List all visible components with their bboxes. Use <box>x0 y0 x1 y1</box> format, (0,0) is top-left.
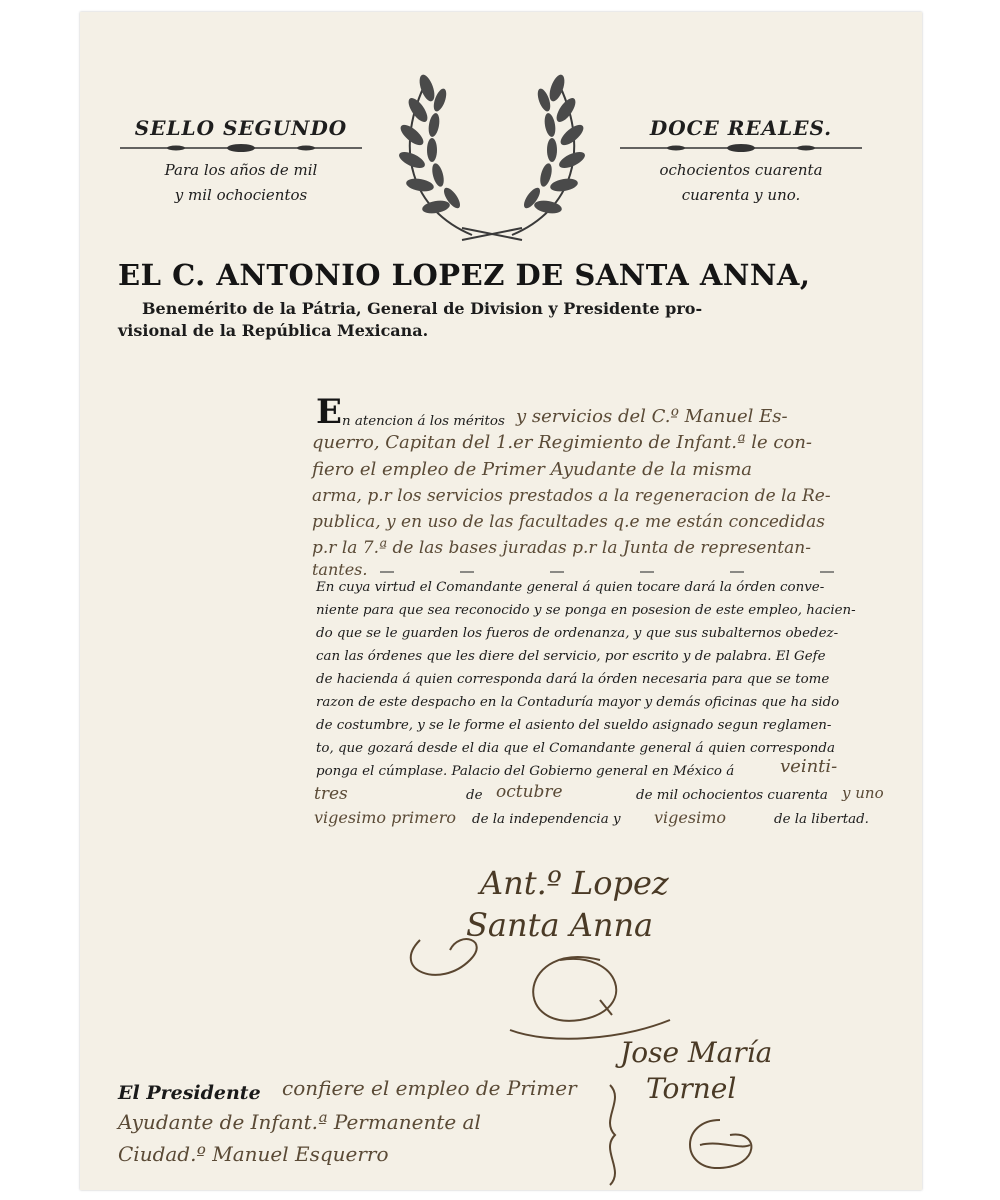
stamp-left-block <box>110 116 372 208</box>
body-line: de hacienda á quien corresponda dará la órden necesaria para que se tome <box>316 672 830 687</box>
independence-hand: vigesimo primero <box>314 808 457 827</box>
handwritten-line-5: publica, y en uso de las facultades q.e me están concedidas <box>312 512 825 532</box>
handwritten-line-3: fiero el empleo de Primer Ayudante de la misma <box>312 459 753 480</box>
stamp-right-line1: ochocientos cuarenta <box>659 161 823 179</box>
handwritten-line-6: p.r la 7.ª de las bases juradas p.r la Junta de representan- <box>312 538 811 558</box>
handwritten-line-1: y servicios del C.º Manuel Es- <box>516 406 788 427</box>
secretary-signature-line1: Jose María <box>620 1036 773 1069</box>
body-line: to, que gozará desde el dia que el Comandante general á quien corresponda <box>316 741 835 756</box>
secretary-rubric-icon <box>660 1110 780 1180</box>
stamp-right-block <box>610 116 872 208</box>
date-printed-year: de mil ochocientos cuarenta <box>636 788 828 803</box>
body-line: ponga el cúmplase. Palacio del Gobierno general en México á <box>316 764 735 779</box>
body-line: razon de este despacho en la Contaduría mayor y demás oficinas que ha sido <box>316 695 840 710</box>
liberty-hand: vigesimo <box>654 808 726 827</box>
body-line: En cuya virtud el Comandante general á quien tocare dará la órden conve- <box>316 580 825 595</box>
issuer-title-line2: visional de la República Mexicana. <box>118 321 429 340</box>
laurel-wreath-icon <box>372 60 612 250</box>
signature-flourish-icon <box>400 920 680 1050</box>
stamp-left-line1: Para los años de mil <box>164 161 318 179</box>
body-line: do que se le guarden los fueros de ordenanza, y que sus subalternos obedez- <box>316 626 839 641</box>
flourish-right-icon <box>616 142 866 154</box>
preamble-printed-start: n atencion á los méritos <box>342 414 505 429</box>
footer-brace-icon <box>590 1080 640 1190</box>
body-line: can las órdenes que les diere del servicio, por escrito y de palabra. El Gefe <box>316 649 826 664</box>
fill-dashes-icon <box>380 568 880 576</box>
signature-line2: Santa Anna <box>466 906 654 944</box>
footer-hand-line1: confiere el empleo de Primer <box>282 1076 577 1100</box>
stamp-right-title: DOCE REALES. <box>649 116 833 140</box>
preamble <box>312 392 896 579</box>
footer-label: El Presidente <box>118 1082 261 1104</box>
stamp-right-line2: cuarenta y uno. <box>681 186 801 204</box>
signature-line1: Ant.º Lopez <box>480 864 669 902</box>
issuer-name: EL C. ANTONIO LOPEZ DE SANTA ANNA, <box>118 258 811 292</box>
date-month-hand: octubre <box>496 782 563 802</box>
footer-hand-line2: Ayudante de Infant.ª Permanente al <box>118 1110 481 1134</box>
stamp-left-line2: y mil ochocientos <box>174 186 308 204</box>
handwritten-line-2: querro, Capitan del 1.er Regimiento de Infant.ª le con- <box>312 432 813 453</box>
stamp-left-title: SELLO SEGUNDO <box>134 116 348 140</box>
issuer-title-line1: Benemérito de la Pátria, General de Division y Presidente pro- <box>142 299 703 318</box>
date-year-hand: y uno <box>842 784 884 802</box>
drop-cap: E <box>316 392 342 432</box>
secretary-signature-line2: Tornel <box>646 1072 737 1105</box>
date-day2-hand: tres <box>314 784 348 804</box>
flourish-left-icon <box>116 142 366 154</box>
printed-independence: de la independencia y <box>472 812 621 827</box>
handwritten-line-7: tantes. <box>312 560 368 579</box>
date-printed-de: de <box>466 788 483 803</box>
footer-hand-line3: Ciudad.º Manuel Esquerro <box>118 1142 389 1166</box>
issuer-titles <box>118 298 862 342</box>
body-line: niente para que sea reconocido y se ponga en posesion de este empleo, hacien- <box>316 603 856 618</box>
date-day-hand: veinti- <box>780 756 838 777</box>
body-line: de costumbre, y se le forme el asiento del sueldo asignado segun reglamen- <box>316 718 832 733</box>
handwritten-line-4: arma, p.r los servicios prestados a la regeneracion de la Re- <box>312 486 831 506</box>
printed-liberty: de la libertad. <box>774 812 869 827</box>
